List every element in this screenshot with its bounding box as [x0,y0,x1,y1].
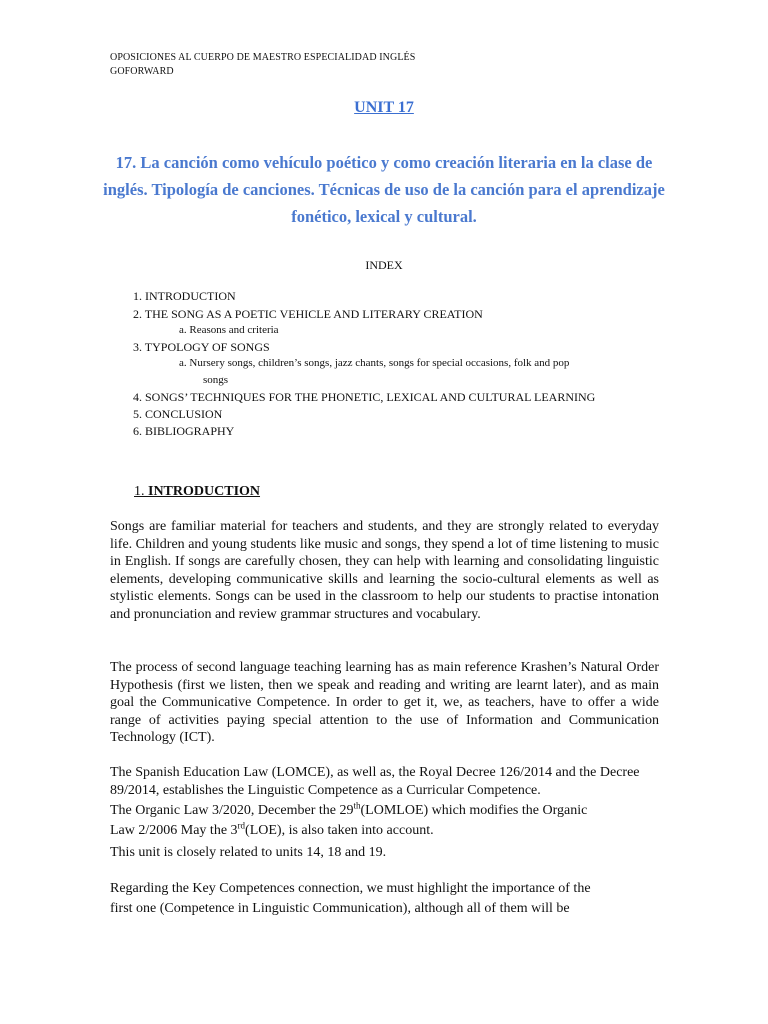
document-header [110,51,415,79]
toc-item-typology: 3. TYPOLOGY OF SONGS [133,340,270,354]
p4-superscript-rd: rd [237,820,246,831]
toc-item-song-poetic-vehicle: 2. THE SONG AS A POETIC VEHICLE AND LITERARY CREATION [133,307,483,321]
paragraph-5: This unit is closely related to units 14, 18 and 19. [110,845,387,860]
toc-subitem-songs-continued: songs [203,374,229,386]
p4-text-c: Law 2/2006 May the 3 [110,823,238,838]
p4-text-d: (LOE), is also taken into account. [245,823,434,838]
p4-text-a: The Organic Law 3/2020, December the 29 [110,803,354,818]
p4-text-b: (LOMLOE) which modifies the Organic [360,803,588,818]
header-line-2: GOFORWARD [110,66,174,77]
toc-item-introduction: 1. INTRODUCTION [133,289,236,303]
paragraph-4-line-1 [110,800,588,819]
paragraph-6-line-1: Regarding the Key Competences connection, we must highlight the importance of the [110,881,591,896]
p4-superscript-th: th [353,800,361,811]
paragraph-3: The Spanish Education Law (LOMCE), as well as, the Royal Decree 126/2014 and the Decree 89/2014, establishes the Linguistic Competence as a Curricular Competence. [110,765,640,798]
section-title: INTRODUCTION [148,484,261,499]
toc-subitem-nursery-songs: a. Nursery songs, children’s songs, jazz chants, songs for special occasions, folk and pop [179,357,570,369]
paragraph-6-line-2: first one (Competence in Linguistic Communication), although all of them will be [110,901,570,916]
section-heading-introduction [134,484,260,500]
topic-title: 17. La canción como vehículo poético y como creación literaria en la clase de inglés. Tipología de canciones. Técnicas de uso de la canción para el aprendizaje fonético, lexical y cultural. [103,153,665,226]
toc-item-bibliography: 6. BIBLIOGRAPHY [133,424,235,438]
toc-subitem-reasons: a. Reasons and criteria [179,324,279,336]
paragraph-2: The process of second language teaching learning has as main reference Krashen’s Natural Order Hypothesis (first we listen, then we speak and reading and writing are learnt later), and as main goal the Communicative Competence. In order to get it, we, as teachers, have to offer a wide range of activities paying special attention to the use of Information and Communication Technology (ICT). [110,660,659,746]
header-line-1: OPOSICIONES AL CUERPO DE MAESTRO ESPECIALIDAD INGLÉS [110,52,416,63]
toc-item-conclusion: 5. CONCLUSION [133,407,223,421]
unit-title: UNIT 17 [354,99,414,116]
index-title: INDEX [365,258,403,272]
section-number: 1. [134,484,148,499]
toc-item-techniques: 4. SONGS’ TECHNIQUES FOR THE PHONETIC, LEXICAL AND CULTURAL LEARNING [133,390,596,404]
paragraph-4-line-2 [110,820,434,839]
paragraph-1: Songs are familiar material for teachers and students, and they are strongly related to everyday life. Children and young students like music and songs, they spend a lot of time listening to music in English. If songs are carefully chosen, they can help with learning and consolidating linguistic elements, developing communicative skills and learning the socio-cultural elements as well as stylistic elements. Songs can be used in the classroom to help our students to practise intonation and pronunciation and review grammar structures and vocabulary. [110,519,659,622]
